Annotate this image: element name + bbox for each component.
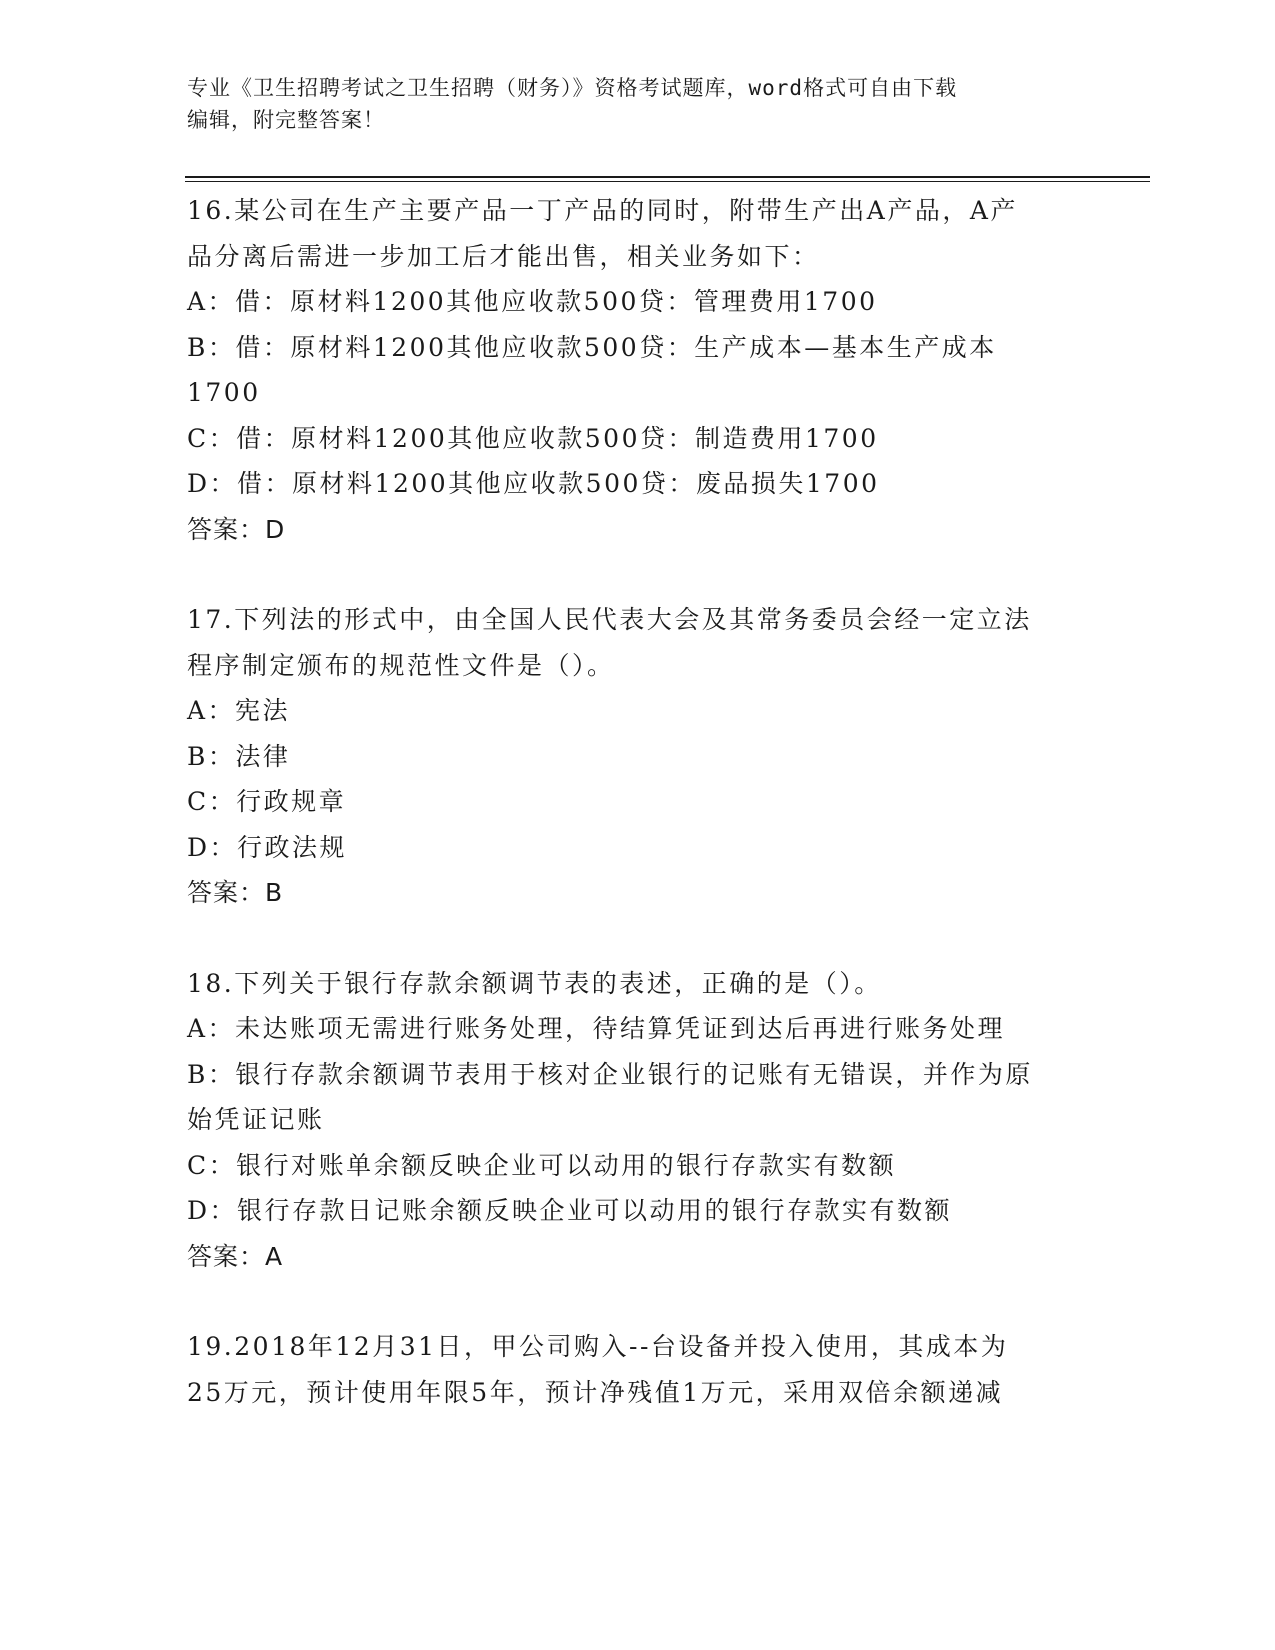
- option-a: A：借：原材料1200其他应收款500贷：管理费用1700: [187, 287, 878, 316]
- option-b-continued: 始凭证记账: [187, 1105, 325, 1134]
- option-a: A：未达账项无需进行账务处理，待结算凭证到达后再进行账务处理: [187, 1014, 1006, 1043]
- question-17: [187, 597, 1087, 916]
- question-stem-line: 程序制定颁布的规范性文件是（）。: [187, 650, 615, 680]
- header-divider-thick: [185, 176, 1150, 178]
- question-stem-line: 18.下列关于银行存款余额调节表的表述，正确的是（）。: [187, 968, 882, 998]
- option-c: C：行政规章: [187, 787, 347, 816]
- question-stem-line: 19.2018年12月31日，甲公司购入--台设备并投入使用，其成本为: [187, 1332, 1009, 1361]
- option-d: D：行政法规: [187, 832, 348, 862]
- option-b: B：银行存款余额调节表用于核对企业银行的记账有无错误，并作为原: [187, 1059, 1033, 1089]
- option-b: B：借：原材料1200其他应收款500贷：生产成本—基本生产成本: [187, 332, 997, 362]
- option-c: C：借：原材料1200其他应收款500贷：制造费用1700: [187, 423, 879, 453]
- question-16: [187, 188, 1087, 552]
- question-list: [187, 188, 1087, 1460]
- header-line-2: 编辑，附完整答案！: [187, 108, 385, 132]
- question-stem-line: 品分离后需进一步加工后才能出售，相关业务如下：: [187, 241, 820, 271]
- option-b-continued: 1700: [187, 378, 261, 407]
- header-divider-thin: [185, 181, 1150, 182]
- document-header: [187, 72, 1087, 136]
- question-stem-line: 17.下列法的形式中，由全国人民代表大会及其常务委员会经一定立法: [187, 605, 1032, 634]
- answer: 答案：A: [187, 1241, 284, 1271]
- option-d: D：借：原材料1200其他应收款500贷：废品损失1700: [187, 469, 880, 498]
- question-stem-line: 16.某公司在生产主要产品一丁产品的同时，附带生产出A产品，A产: [187, 196, 1018, 225]
- option-a: A：宪法: [187, 696, 291, 725]
- option-c: C：银行对账单余额反映企业可以动用的银行存款实有数额: [187, 1150, 897, 1180]
- question-19: [187, 1324, 1087, 1415]
- header-line-1: 专业《卫生招聘考试之卫生招聘（财务）》资格考试题库，word格式可自由下载: [187, 76, 958, 100]
- question-18: [187, 961, 1087, 1280]
- option-d: D：银行存款日记账余额反映企业可以动用的银行存款实有数额: [187, 1196, 953, 1225]
- answer: 答案：D: [187, 514, 286, 544]
- answer: 答案：B: [187, 878, 284, 907]
- question-stem-line: 25万元，预计使用年限5年，预计净残值1万元，采用双倍余额递减: [187, 1377, 1004, 1407]
- option-b: B：法律: [187, 741, 291, 771]
